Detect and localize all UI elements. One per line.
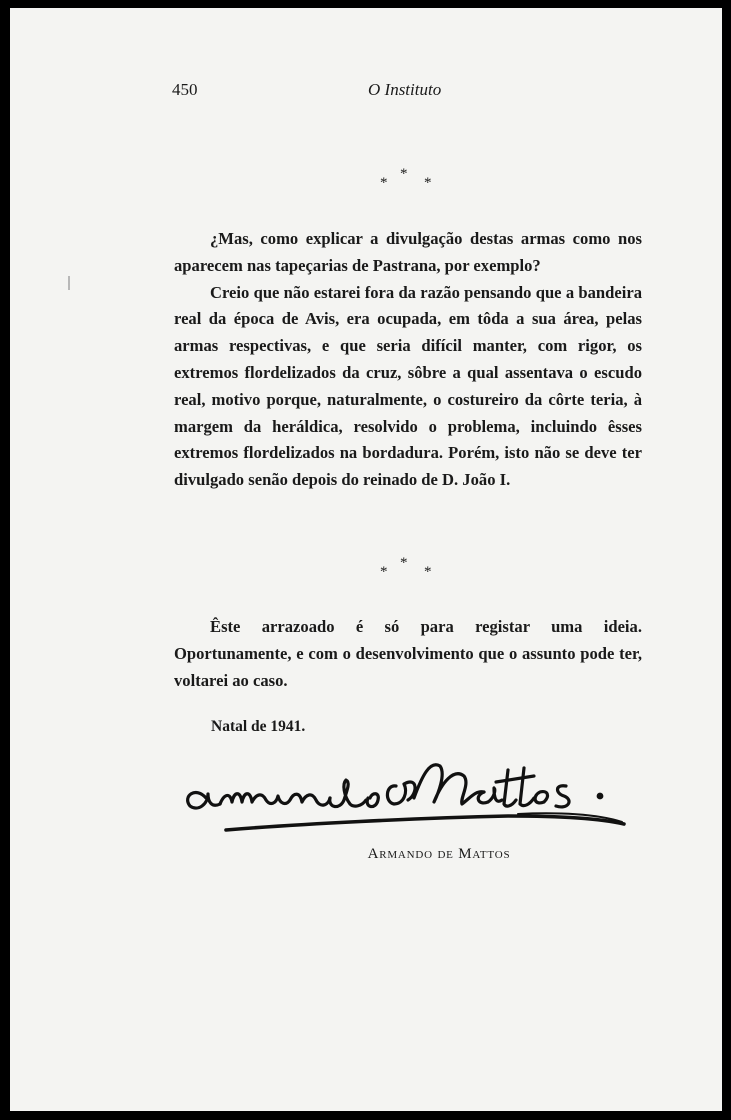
page-number: 450 xyxy=(172,80,198,99)
asterisk: * xyxy=(400,166,408,182)
asterisk: * xyxy=(380,175,388,191)
paragraph: ¿Mas, como explicar a divulgação destas armas como nos aparecem nas tapeçarias de Pastrana, por exemplo? xyxy=(174,229,642,275)
asterisk: * xyxy=(400,555,408,571)
handwritten-signature xyxy=(178,746,638,838)
asterisk: * xyxy=(424,175,432,191)
asterism-ornament xyxy=(380,555,460,585)
asterisk: * xyxy=(424,564,432,580)
scan-speck xyxy=(68,276,70,290)
running-head xyxy=(10,80,722,104)
document-page xyxy=(10,8,722,1111)
author-name xyxy=(10,846,722,863)
dateline: Natal de 1941. xyxy=(211,718,306,735)
asterisk: * xyxy=(380,564,388,580)
running-title: O Instituto xyxy=(368,80,442,99)
paragraph: Creio que não estarei fora da razão pensando que a bandeira real da época de Avis, era ocupada, em tôda a sua área, pelas armas respectivas, e que seria difícil manter, com rigor, os extremos flordelizados da cruz, sôbre a qual assentava o escudo real, motivo porque, naturalmente, o costureiro da côrte teria, à margem da heráldica, resolvido o problema, incluindo êsses extremos flordelizados na bordadura. Porém, isto não se deve ter divulgado senão depois do reinado de D. João I. xyxy=(174,282,642,490)
paragraph: Êste arrazoado é só para registar uma ideia. Oportunamente, e com o desenvolvimento que o assunto pode ter, voltarei ao caso. xyxy=(174,617,642,690)
asterism-ornament xyxy=(380,166,460,196)
text-section-2 xyxy=(174,614,642,694)
author-label: Armando de Mattos xyxy=(367,846,511,862)
text-section-1 xyxy=(174,226,642,494)
